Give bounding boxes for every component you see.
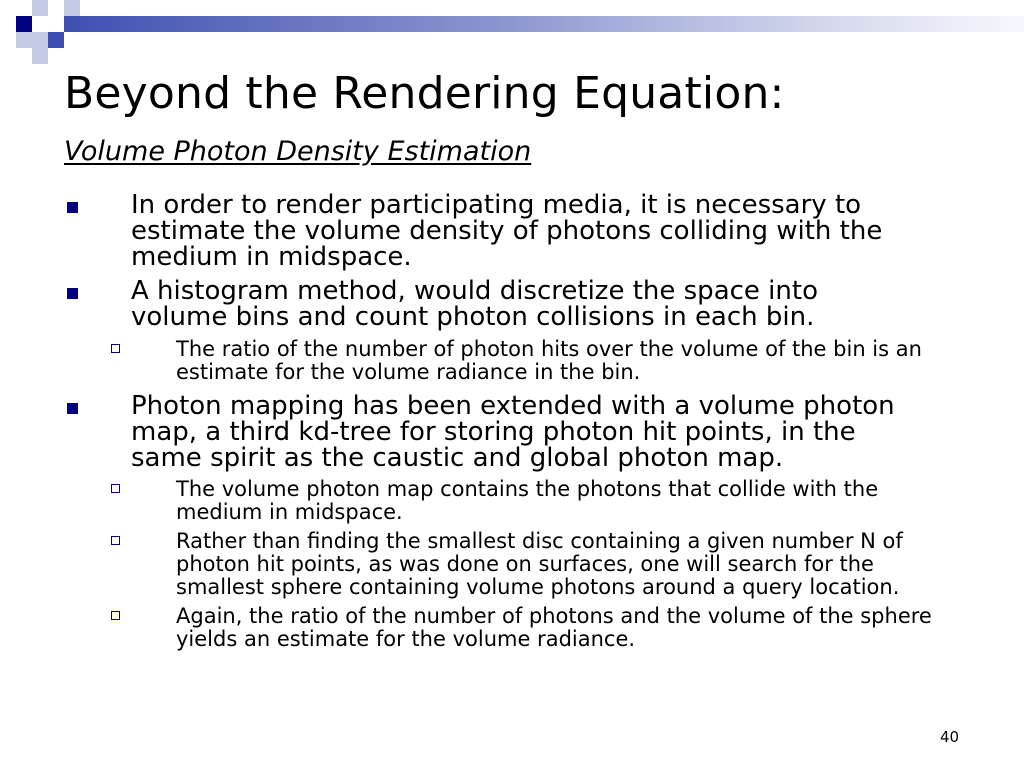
- decor-square-1: [16, 16, 32, 32]
- hollow-square-bullet-icon: [111, 611, 120, 620]
- sub-bullet-text: Again, the ratio of the number of photons and the volume of the sphere yields an estimate for the volume radiance.: [176, 604, 932, 651]
- bullet-2: [0, 278, 921, 330]
- sub-bullet-3-2: [0, 530, 956, 599]
- square-bullet-icon: [67, 288, 78, 299]
- sub-bullet-text: The ratio of the number of photon hits over the volume of the bin is an estimate for the volume radiance in the bin.: [176, 337, 922, 384]
- slide-body: [0, 192, 1024, 657]
- bullet-text: Photon mapping has been extended with a volume photon map, a third kd-tree for storing photon hit points, in the same spirit as the caustic and global photon map.: [131, 391, 895, 473]
- hollow-square-bullet-icon: [111, 344, 120, 353]
- square-bullet-icon: [67, 403, 78, 414]
- decor-square-5: [32, 32, 48, 48]
- decor-square-4: [16, 32, 32, 48]
- square-bullet-icon: [67, 202, 78, 213]
- slide-title: Beyond the Rendering Equation:: [64, 68, 785, 119]
- sub-bullet-text: The volume photon map contains the photons that collide with the medium in midspace.: [176, 477, 879, 524]
- sub-bullet-3-3: [0, 605, 956, 651]
- header-gradient-bar: [64, 16, 1024, 32]
- sub-bullet-2-1: [0, 338, 956, 384]
- slide-subtitle: Volume Photon Density Estimation: [64, 136, 532, 167]
- hollow-square-bullet-icon: [111, 484, 120, 493]
- page-number: 40: [940, 728, 960, 746]
- bullet-text: A histogram method, would discretize the space into volume bins and count photon collisions in each bin.: [131, 276, 818, 332]
- sub-bullet-3-1: [0, 478, 956, 524]
- decor-square-2: [32, 0, 48, 16]
- bullet-1: [0, 192, 921, 270]
- decor-square-6: [48, 32, 64, 48]
- bullet-3: [0, 393, 921, 471]
- bullet-text: In order to render participating media, it is necessary to estimate the volume density of photons colliding with the medium in midspace.: [131, 190, 883, 272]
- hollow-square-bullet-icon: [111, 536, 120, 545]
- decor-square-3: [64, 0, 80, 16]
- sub-bullet-text: Rather than finding the smallest disc containing a given number N of photon hit points, as was done on surfaces, one will search for the smallest sphere containing volume photons around a query location.: [176, 529, 903, 599]
- decor-square-7: [32, 48, 48, 64]
